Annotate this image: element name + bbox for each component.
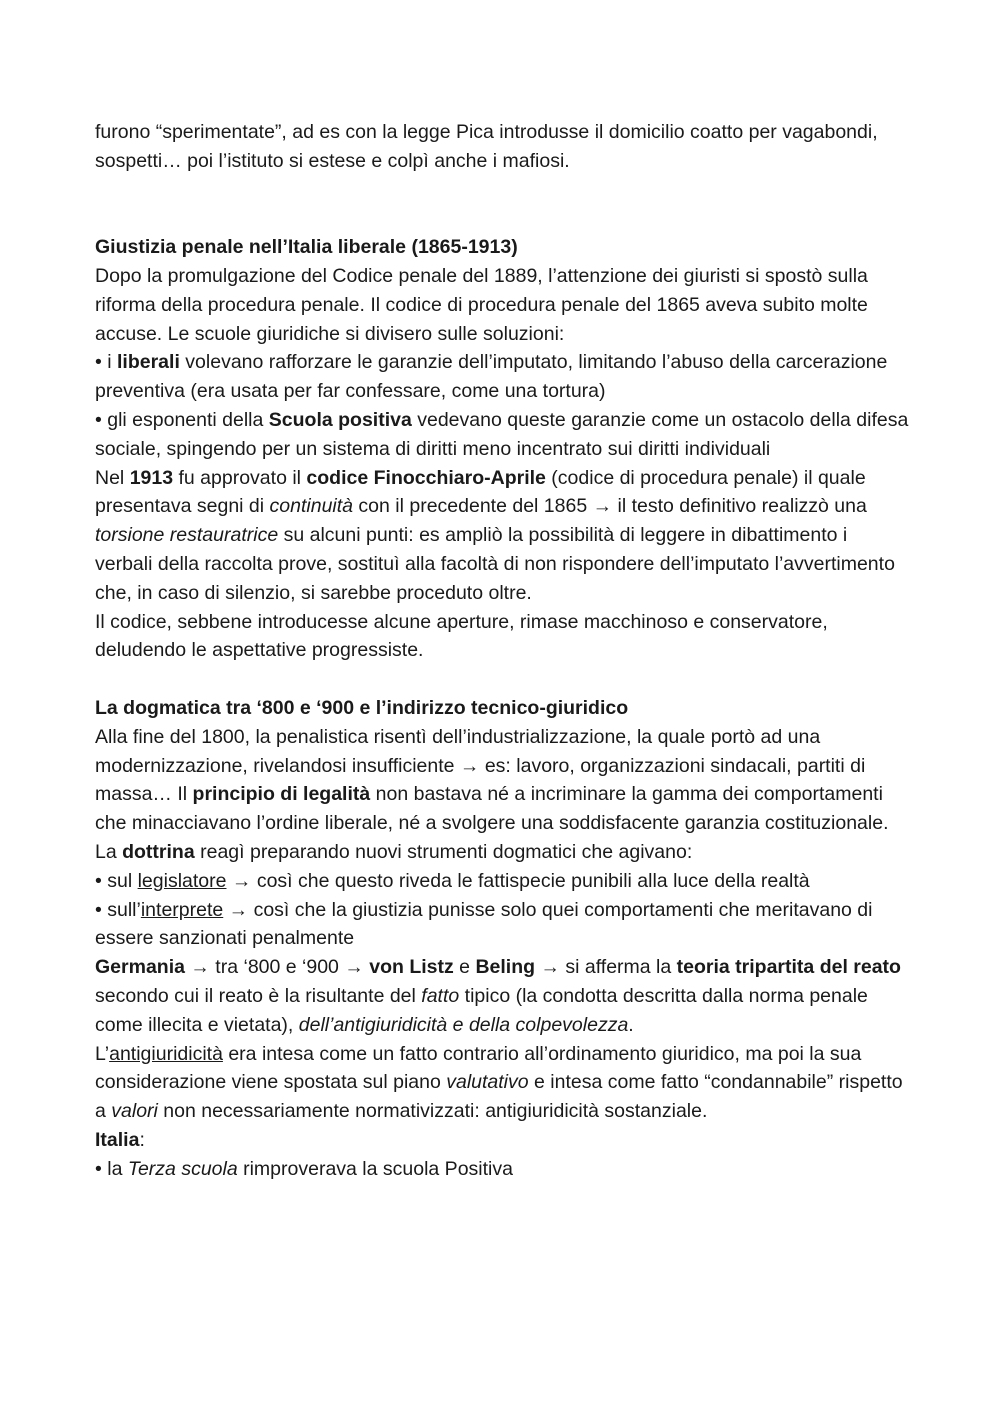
intro-paragraph: furono “sperimentate”, ad es con la legge Pica introdusse il domicilio coatto per vagabondi, sospetti… poi l’istituto si estese e colpì anche i mafiosi. xyxy=(95,121,878,172)
text: non necessariamente normativizzati: antigiuridicità sostanziale. xyxy=(157,1100,708,1123)
paragraph: Dopo la promulgazione del Codice penale del 1889, l’attenzione dei giuristi si spostò sulla riforma della procedura penale. Il codice di procedura penale del 1865 aveva subito molte accuse. Le scuole giuridiche si divisero sulle soluzioni: xyxy=(95,264,868,345)
italic-text: Terza scuola xyxy=(127,1157,238,1180)
section-heading-giustizia-penale: Giustizia penale nell’Italia liberale (1865-1913) xyxy=(95,236,518,259)
text: : xyxy=(139,1128,145,1151)
arrow-right-icon: → xyxy=(540,956,560,979)
underlined-text: interprete xyxy=(140,898,224,921)
bold-text: liberali xyxy=(117,351,180,374)
text: reagì preparando nuovi strumenti dogmatici che agivano: xyxy=(194,840,693,863)
text: e intesa come fatto “condannabile” rispetto a xyxy=(95,1071,903,1123)
paragraph-codice-1913 xyxy=(95,464,910,608)
text: rimproverava la scuola Positiva xyxy=(237,1157,513,1180)
text: • i xyxy=(95,351,117,374)
text: (codice di procedura penale) il quale presentava segni di xyxy=(95,466,866,518)
bullet-item-terza-scuola xyxy=(95,1155,910,1184)
paragraph-antigiuridicita xyxy=(95,1040,910,1126)
bullet-item-interprete xyxy=(95,896,910,954)
text: Nel xyxy=(95,466,130,489)
bold-text: Beling xyxy=(475,956,536,979)
text: • gli esponenti della xyxy=(95,408,269,431)
bullet-item-legislatore xyxy=(95,867,910,896)
text: L’ xyxy=(95,1042,110,1065)
bold-text: 1913 xyxy=(129,466,174,489)
bold-text: teoria tripartita del reato xyxy=(676,956,901,979)
paragraph-germania xyxy=(95,953,910,1039)
arrow-right-icon: → xyxy=(459,754,480,777)
bold-text: Scuola positiva xyxy=(268,408,412,431)
text: e xyxy=(453,956,476,979)
text: tipico (la condotta descritta dalla norma penale come illecita e vietata), xyxy=(95,984,868,1036)
arrow-right-icon: → xyxy=(344,956,364,979)
bold-text: principio di legalità xyxy=(192,783,371,806)
paragraph-dottrina xyxy=(95,838,910,867)
underlined-text: legislatore xyxy=(137,869,227,892)
text: • sul xyxy=(95,869,138,892)
text: tra ‘800 e ‘900 xyxy=(209,956,345,979)
bold-text: Germania xyxy=(95,956,185,979)
italic-text: fatto xyxy=(421,984,460,1007)
arrow-right-icon: → xyxy=(592,495,613,518)
bullet-item-liberali xyxy=(95,348,910,406)
italic-text: continuità xyxy=(269,495,354,518)
spacer xyxy=(95,665,910,694)
paragraph-italia xyxy=(95,1126,910,1155)
italic-text: dell’antigiuridicità e della colpevolezza xyxy=(298,1013,629,1036)
text: . xyxy=(628,1013,634,1036)
bold-text: dottrina xyxy=(122,840,195,863)
text: il testo definitivo realizzò una xyxy=(612,495,867,518)
paragraph-penalistica xyxy=(95,723,910,838)
text: vedevano queste garanzie come un ostacolo della difesa sociale, spingendo per un sistema di diritti meno incentrato sui diritti individuali xyxy=(95,408,909,460)
document-page xyxy=(95,118,910,1183)
text: Alla fine del 1800, la penalistica risentì dell’industrializzazione, la quale portò ad una modernizzazione, rivelandosi insufficiente xyxy=(95,725,821,777)
text: volevano rafforzare le garanzie dell’imputato, limitando l’abuso della carcerazione preventiva (era usata per far confessare, come una tortura) xyxy=(95,351,888,403)
text: • sull’ xyxy=(95,898,141,921)
underlined-text: antigiuridicità xyxy=(109,1042,223,1065)
bold-text: Italia xyxy=(95,1128,140,1151)
bullet-item-scuola-positiva xyxy=(95,406,910,464)
text: si afferma la xyxy=(559,956,677,979)
italic-text: valutativo xyxy=(446,1071,529,1094)
text: La xyxy=(95,840,123,863)
text: secondo cui il reato è la risultante del xyxy=(95,984,422,1007)
text: così che la giustizia punisse solo quei comportamenti che meritavano di essere sanzionati penalmente xyxy=(95,898,873,950)
arrow-right-icon: → xyxy=(228,898,249,921)
text: non bastava né a incriminare la gamma dei comportamenti che minacciavano l’ordine liberale, né a svolgere una soddisfacente garanzia costituzionale. xyxy=(95,783,889,835)
section-heading-dogmatica: La dogmatica tra ‘800 e ‘900 e l’indirizzo tecnico-giuridico xyxy=(95,696,629,719)
text: era intesa come un fatto contrario all’ordinamento giuridico, ma poi la sua considerazione viene spostata sul piano xyxy=(95,1042,862,1094)
text: fu approvato il xyxy=(173,466,307,489)
arrow-right-icon: → xyxy=(190,956,210,979)
text: es: lavoro, organizzazioni sindacali, partiti di massa… Il xyxy=(95,754,866,806)
italic-text: torsione restauratrice xyxy=(95,524,279,547)
arrow-right-icon: → xyxy=(231,869,252,892)
text: con il precedente del 1865 xyxy=(353,495,593,518)
spacer xyxy=(95,176,910,234)
bold-text: von Listz xyxy=(369,956,454,979)
paragraph: Il codice, sebbene introducesse alcune aperture, rimase macchinoso e conservatore, deludendo le aspettative progressiste. xyxy=(95,610,828,662)
text: così che questo riveda le fattispecie punibili alla luce della realtà xyxy=(251,869,810,892)
text: su alcuni punti: es ampliò la possibilità di leggere in dibattimento i verbali della raccolta prove, sostituì alla facoltà di non rispondere dell’imputato l’avvertimento che, in caso di silenzio, si sarebbe proceduto oltre. xyxy=(95,524,895,604)
italic-text: valori xyxy=(111,1100,158,1123)
bold-text: codice Finocchiaro-Aprile xyxy=(306,466,546,489)
text: • la xyxy=(95,1157,128,1180)
